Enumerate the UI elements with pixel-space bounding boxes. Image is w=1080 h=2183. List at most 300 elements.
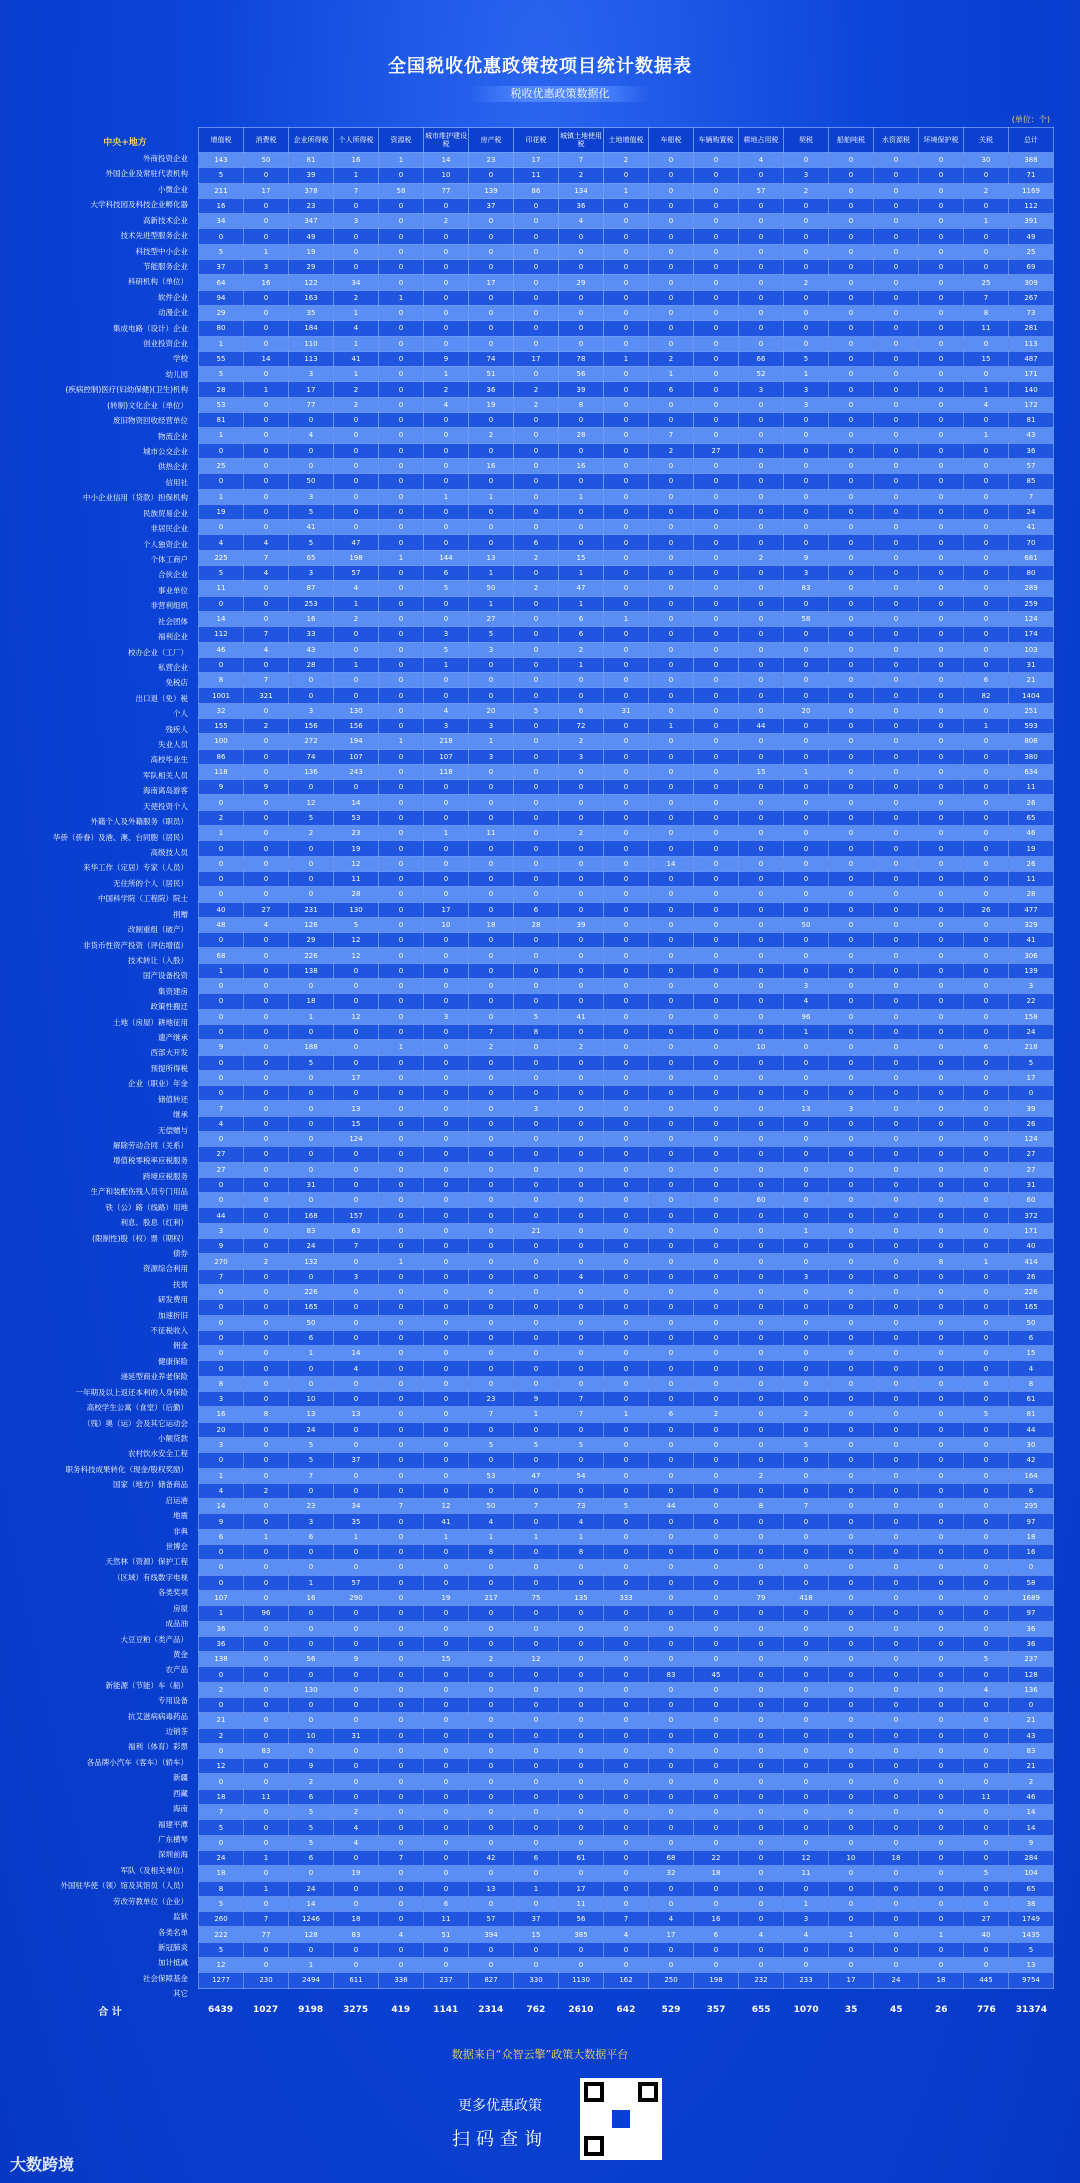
table-cell: 0 [919,780,964,795]
row-label: 社会团体 [158,616,188,626]
table-cell: 0 [379,1453,424,1468]
table-cell: 0 [964,1437,1009,1452]
table-cell: 6 [964,1040,1009,1055]
table-cell: 0 [694,260,739,275]
table-cell: 0 [604,1652,649,1667]
table-cell: 0 [694,1009,739,1024]
table-cell: 0 [424,1483,469,1498]
table-cell: 47 [559,581,604,596]
table-cell: 0 [424,1392,469,1407]
column-header: 城镇土地使用税 [559,128,604,153]
table-cell: 4 [784,994,829,1009]
table-cell: 0 [379,1912,424,1927]
table-cell: 6 [289,1850,334,1865]
table-cell: 0 [919,1850,964,1865]
table-cell: 0 [244,596,289,611]
table-cell: 0 [964,611,1009,626]
table-cell: 0 [694,1208,739,1223]
table-cell: 260 [199,1912,244,1927]
table-cell: 0 [739,1315,784,1330]
table-cell: 0 [469,305,514,320]
table-cell: 0 [379,1958,424,1973]
table-cell: 0 [829,1759,874,1774]
table-cell: 132 [289,1254,334,1269]
table-cell: 0 [829,917,874,932]
table-cell: 53 [469,1468,514,1483]
table-cell: 0 [649,1315,694,1330]
table-cell: 64 [199,275,244,290]
table-cell: 5 [424,642,469,657]
table-cell: 3 [289,1514,334,1529]
table-cell: 2 [199,1682,244,1697]
table-cell: 0 [424,596,469,611]
table-cell: 0 [829,1392,874,1407]
table-cell: 0 [739,979,784,994]
total-value: 2610 [568,2005,594,2015]
table-cell: 74 [469,351,514,366]
table-cell: 0 [829,1789,874,1804]
table-cell: 0 [334,1621,379,1636]
table-cell: 0 [829,1958,874,1973]
table-cell: 0 [829,1040,874,1055]
table-cell: 0 [694,887,739,902]
table-row [199,1835,1054,1850]
table-cell: 0 [649,290,694,305]
table-cell: 28 [199,382,244,397]
table-cell: 0 [469,1789,514,1804]
table-cell: 0 [199,229,244,244]
table-cell: 10 [829,1850,874,1865]
row-label: 高新技术企业 [143,215,188,225]
table-cell: 270 [199,1254,244,1269]
table-cell: 0 [604,1422,649,1437]
table-row [199,1024,1054,1039]
table-cell: 0 [784,244,829,259]
table-cell: 0 [874,841,919,856]
row-label: 天然林（资源）保护工程 [105,1557,188,1567]
table-cell: 0 [919,1193,964,1208]
table-cell: 0 [694,596,739,611]
table-cell: 0 [604,1300,649,1315]
table-cell: 1 [199,489,244,504]
table-cell: 40 [964,1927,1009,1942]
table-cell: 164 [1009,1468,1054,1483]
table-cell: 0 [199,887,244,902]
table-cell: 0 [199,1300,244,1315]
table-cell: 0 [784,1805,829,1820]
page-subtitle: 税收优惠政策数据化 [470,86,650,102]
table-cell: 0 [514,321,559,336]
table-cell: 0 [964,1132,1009,1147]
table-cell: 194 [334,734,379,749]
total-value: 776 [976,2005,996,2015]
table-cell: 0 [334,1468,379,1483]
table-cell: 0 [424,1958,469,1973]
table-cell: 28 [289,657,334,672]
table-cell: 0 [514,1330,559,1345]
table-cell: 5 [289,1453,334,1468]
table-cell: 0 [379,1805,424,1820]
table-cell: 0 [604,214,649,229]
table-cell: 0 [649,780,694,795]
table-cell: 19 [1009,841,1054,856]
table-cell: 0 [694,1315,739,1330]
table-cell: 139 [1009,963,1054,978]
table-cell: 0 [694,1789,739,1804]
table-cell: 0 [559,780,604,795]
table-cell: 0 [424,1682,469,1697]
table-cell: 0 [694,1759,739,1774]
table-cell: 321 [244,688,289,703]
table-cell: 104 [1009,1866,1054,1881]
table-cell: 0 [334,260,379,275]
table-cell: 0 [604,1147,649,1162]
row-label: 佣金 [173,1341,188,1351]
table-cell: 1 [514,1881,559,1896]
table-cell: 19 [334,1866,379,1881]
table-cell: 0 [649,1835,694,1850]
table-cell: 0 [739,489,784,504]
table-cell: 0 [244,611,289,626]
table-cell: 250 [649,1973,694,1988]
table-cell: 0 [424,1621,469,1636]
table-cell: 0 [964,1590,1009,1605]
row-label: 解除劳动合同（关系） [113,1141,188,1150]
table-cell: 0 [424,1330,469,1345]
table-cell: 0 [514,1040,559,1055]
table-cell: 3 [784,566,829,581]
table-cell: 0 [514,260,559,275]
table-cell: 86 [514,183,559,198]
table-cell: 83 [1009,1743,1054,1758]
table-cell: 0 [514,1514,559,1529]
table-cell: 0 [469,1132,514,1147]
table-row [199,1713,1054,1728]
table-cell: 0 [829,1667,874,1682]
table-cell: 14 [1009,1820,1054,1835]
table-cell: 6 [649,1407,694,1422]
table-cell: 5 [514,703,559,718]
table-cell: 217 [469,1590,514,1605]
table-cell: 0 [649,260,694,275]
row-label: 无住所的个人（居民） [113,878,188,888]
table-cell: 81 [1009,413,1054,428]
table-cell: 0 [649,1483,694,1498]
table-cell: 0 [874,535,919,550]
table-cell: 1 [334,1529,379,1544]
table-cell: 0 [964,489,1009,504]
table-cell: 0 [604,826,649,841]
table-cell: 0 [829,489,874,504]
table-cell: 0 [289,887,334,902]
table-cell: 0 [469,168,514,183]
table-cell: 0 [469,1346,514,1361]
table-row [199,1514,1054,1529]
table-cell: 0 [379,611,424,626]
table-cell: 593 [1009,718,1054,733]
table-cell: 0 [559,1346,604,1361]
table-cell: 0 [964,1483,1009,1498]
table-cell: 0 [829,1177,874,1192]
table-cell: 0 [559,1866,604,1881]
table-cell: 0 [604,504,649,519]
table-cell: 0 [424,1820,469,1835]
table-cell: 37 [514,1912,559,1927]
table-cell: 0 [334,1376,379,1391]
table-cell: 12 [424,1499,469,1514]
table-cell: 0 [964,458,1009,473]
table-row [199,1162,1054,1177]
table-cell: 0 [649,917,694,932]
table-cell: 0 [334,1040,379,1055]
table-cell: 0 [694,657,739,672]
table-cell: 0 [919,367,964,382]
table-cell: 0 [469,1636,514,1651]
table-cell: 13 [469,550,514,565]
table-cell: 0 [829,1499,874,1514]
row-label: 小微企业 [158,184,188,194]
table-cell: 0 [649,826,694,841]
table-cell: 0 [649,535,694,550]
table-cell: 0 [919,718,964,733]
table-cell: 0 [874,1376,919,1391]
table-cell: 0 [784,856,829,871]
table-cell: 0 [784,718,829,733]
table-cell: 0 [649,1514,694,1529]
table-cell: 0 [334,489,379,504]
table-cell: 0 [964,550,1009,565]
table-cell: 2 [469,428,514,443]
table-cell: 0 [559,1330,604,1345]
table-cell: 0 [604,229,649,244]
table-cell: 0 [244,1942,289,1957]
table-cell: 3 [559,749,604,764]
table-cell: 0 [739,795,784,810]
table-cell: 0 [694,275,739,290]
table-cell: 5 [514,1437,559,1452]
table-row [199,397,1054,412]
table-cell: 0 [784,1958,829,1973]
row-label: 深圳前海 [158,1850,188,1860]
table-cell: 4 [469,1514,514,1529]
table-cell: 1 [514,1407,559,1422]
table-cell: 0 [919,979,964,994]
table-cell: 0 [694,764,739,779]
table-cell: 0 [514,198,559,213]
table-cell: 0 [874,1606,919,1621]
table-cell: 385 [559,1927,604,1942]
table-cell: 0 [739,1177,784,1192]
table-cell: 0 [919,397,964,412]
column-header: 消费税 [244,128,289,153]
row-label: 华侨（侨眷）及港、澳、台同胞（居民） [53,832,188,842]
table-cell: 0 [649,1223,694,1238]
table-cell: 2 [334,1805,379,1820]
table-cell: 2 [514,581,559,596]
table-cell: 0 [244,1330,289,1345]
row-label: 私营企业 [158,662,188,672]
total-value: 419 [391,2005,411,2015]
table-cell: 0 [244,1958,289,1973]
table-cell: 0 [739,1545,784,1560]
table-cell: 0 [514,1177,559,1192]
table-cell: 1 [424,367,469,382]
table-cell: 0 [604,688,649,703]
table-cell: 18 [199,1866,244,1881]
table-cell: 0 [424,1942,469,1957]
table-cell: 171 [1009,1223,1054,1238]
table-cell: 0 [784,657,829,672]
table-cell: 1 [379,734,424,749]
table-cell: 0 [784,153,829,168]
table-cell: 0 [199,994,244,1009]
table-cell: 0 [469,1575,514,1590]
table-cell: 333 [604,1590,649,1605]
table-cell: 0 [784,1330,829,1345]
table-cell: 0 [649,1070,694,1085]
unit-note: (单位：个) [1011,115,1050,124]
table-cell: 14 [1009,1805,1054,1820]
table-cell: 0 [199,1697,244,1712]
totals-row [198,2005,1054,2015]
table-cell: 0 [739,596,784,611]
table-cell: 0 [829,305,874,320]
table-cell: 0 [559,413,604,428]
table-cell: 27 [1009,1147,1054,1162]
table-cell: 3 [784,979,829,994]
table-cell: 0 [334,1315,379,1330]
table-cell: 0 [424,1789,469,1804]
table-cell: 0 [739,275,784,290]
table-cell: 0 [919,1422,964,1437]
table-cell: 0 [649,1254,694,1269]
table-cell: 0 [514,1147,559,1162]
table-cell: 0 [604,1514,649,1529]
table-cell: 0 [424,1697,469,1712]
table-cell: 0 [424,1300,469,1315]
table-cell: 0 [469,1958,514,1973]
table-cell: 156 [289,718,334,733]
table-cell: 0 [739,1789,784,1804]
table-cell: 0 [649,1208,694,1223]
table-cell: 0 [919,183,964,198]
table-cell: 0 [559,1193,604,1208]
table-cell: 0 [694,1453,739,1468]
table-cell: 0 [424,535,469,550]
table-cell: 0 [919,168,964,183]
table-cell: 171 [1009,367,1054,382]
table-cell: 17 [244,183,289,198]
table-cell: 0 [514,1774,559,1789]
table-cell: 0 [379,1101,424,1116]
qr-code-icon[interactable] [580,2078,662,2160]
table-row [199,1361,1054,1376]
table-cell: 0 [469,336,514,351]
table-cell: 0 [469,1009,514,1024]
table-cell: 0 [199,841,244,856]
table-cell: 0 [424,458,469,473]
table-cell: 0 [334,642,379,657]
table-cell: 0 [604,1086,649,1101]
table-cell: 0 [784,1315,829,1330]
table-cell: 0 [334,1636,379,1651]
table-cell: 42 [1009,1453,1054,1468]
table-cell: 48 [199,917,244,932]
table-cell: 0 [604,1315,649,1330]
table-cell: 211 [199,183,244,198]
table-cell: 0 [244,810,289,825]
table-cell: 0 [379,1147,424,1162]
table-cell: 0 [784,688,829,703]
table-cell: 0 [649,198,694,213]
table-cell: 0 [244,1774,289,1789]
table-cell: 0 [784,1453,829,1468]
table-cell: 0 [964,1805,1009,1820]
table-cell: 27 [244,902,289,917]
table-cell: 0 [694,688,739,703]
table-cell: 2 [334,611,379,626]
table-cell: 0 [379,229,424,244]
table-cell: 27 [1009,1162,1054,1177]
table-row [199,260,1054,275]
table-cell: 0 [919,826,964,841]
table-cell: 0 [784,1529,829,1544]
table-cell: 0 [649,1621,694,1636]
table-cell: 30 [964,153,1009,168]
table-cell: 9 [784,550,829,565]
page-title: 全国税收优惠政策按项目统计数据表 [388,56,692,77]
table-cell: 0 [829,336,874,351]
table-cell: 251 [1009,703,1054,718]
table-cell: 0 [874,321,919,336]
table-cell: 12 [289,795,334,810]
table-cell: 0 [379,780,424,795]
table-cell: 7 [379,1850,424,1865]
table-cell: 5 [784,1437,829,1452]
table-cell: 0 [829,1086,874,1101]
table-cell: 0 [694,520,739,535]
table-cell: 0 [604,198,649,213]
table-cell: 2 [289,826,334,841]
table-cell: 14 [289,1896,334,1911]
row-label: (转制)文化企业（单位） [107,400,188,410]
table-cell: 0 [829,1912,874,1927]
table-cell: 0 [379,367,424,382]
table-cell: 50 [289,1315,334,1330]
row-label: （残）奥（运）会及其它运动会 [83,1418,188,1428]
table-cell: 0 [289,1147,334,1162]
table-cell: 10 [424,168,469,183]
table-cell: 0 [829,703,874,718]
table-cell: 0 [289,1116,334,1131]
table-cell: 0 [244,458,289,473]
table-cell: 0 [559,1223,604,1238]
table-cell: 0 [649,474,694,489]
table-cell: 0 [964,1223,1009,1238]
table-cell: 128 [289,1927,334,1942]
table-cell: 0 [829,367,874,382]
column-header: 水资源税 [874,128,919,153]
table-cell: 0 [649,841,694,856]
table-cell: 0 [919,871,964,886]
table-cell: 0 [784,1743,829,1758]
table-cell: 81 [199,413,244,428]
table-cell: 0 [559,1820,604,1835]
table-cell: 0 [379,214,424,229]
table-cell: 0 [604,764,649,779]
row-label: 世博会 [165,1541,188,1551]
table-row [199,168,1054,183]
